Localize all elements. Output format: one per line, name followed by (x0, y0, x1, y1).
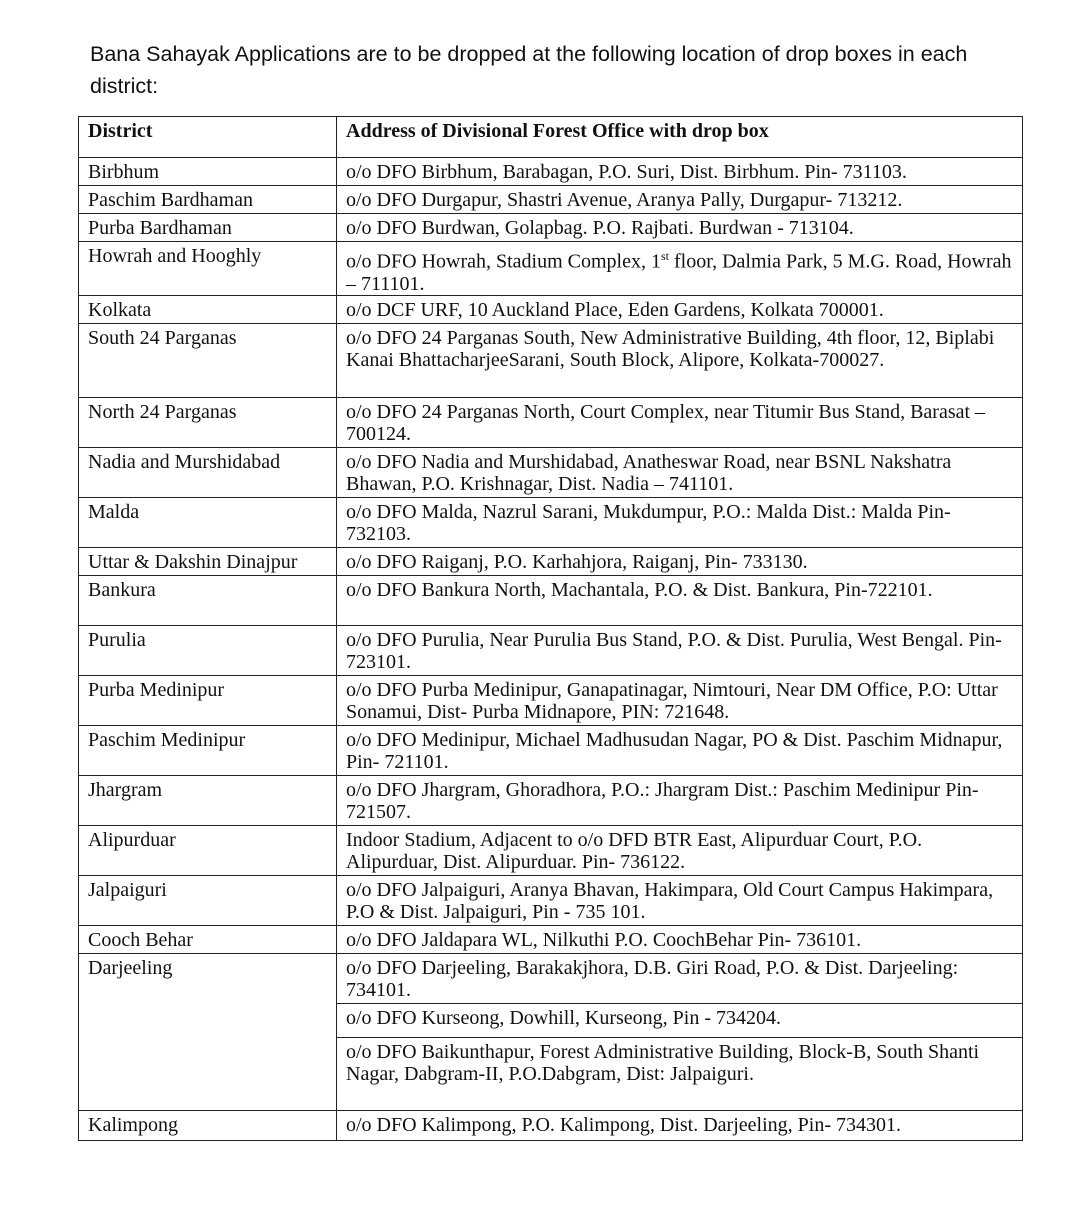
address-cell: o/o DFO Nadia and Murshidabad, Anatheswar Road, near BSNL Nakshatra Bhawan, P.O. Krishnagar, Dist. Nadia – 741101. (337, 447, 1023, 497)
table-row (79, 1037, 1023, 1111)
address-cell: o/o DFO Birbhum, Barabagan, P.O. Suri, Dist. Birbhum. Pin- 731103. (337, 158, 1023, 186)
intro-text: Bana Sahayak Applications are to be dropped at the following location of drop boxes in each district: (90, 42, 968, 98)
district-cell: Purba Medinipur (79, 675, 337, 725)
district-cell: Kalimpong (79, 1111, 337, 1141)
table-row (79, 397, 1023, 447)
table-row (79, 825, 1023, 875)
table-row (79, 186, 1023, 214)
district-cell: Paschim Medinipur (79, 725, 337, 775)
table-row (79, 1111, 1023, 1141)
address-cell: o/o DFO Darjeeling, Barakakjhora, D.B. Giri Road, P.O. & Dist. Darjeeling: 734101. (337, 953, 1023, 1003)
address-cell: o/o DFO Bankura North, Machantala, P.O. & Dist. Bankura, Pin-722101. (337, 575, 1023, 625)
district-cell: Birbhum (79, 158, 337, 186)
table-row (79, 875, 1023, 925)
address-part: floor, Dalmia Park, 5 M.G. Road, Howrah – 711101. (346, 250, 1012, 295)
district-cell-empty (79, 1003, 337, 1037)
superscript: st (661, 249, 670, 263)
district-cell: Howrah and Hooghly (79, 242, 337, 296)
district-cell: Jhargram (79, 775, 337, 825)
table-row (79, 242, 1023, 296)
address-cell: o/o DFO Purulia, Near Purulia Bus Stand, P.O. & Dist. Purulia, West Bengal. Pin- 723101. (337, 625, 1023, 675)
address-cell: o/o DFO Kalimpong, P.O. Kalimpong, Dist. Darjeeling, Pin- 734301. (337, 1111, 1023, 1141)
address-cell: o/o DFO Jalpaiguri, Aranya Bhavan, Hakimpara, Old Court Campus Hakimpara, P.O & Dist. Jalpaiguri, Pin - 735 101. (337, 875, 1023, 925)
district-cell: Uttar & Dakshin Dinajpur (79, 547, 337, 575)
table-row (79, 295, 1023, 323)
district-cell: Jalpaiguri (79, 875, 337, 925)
district-cell: Cooch Behar (79, 925, 337, 953)
address-cell: o/o DFO Kurseong, Dowhill, Kurseong, Pin - 734204. (337, 1003, 1023, 1037)
table-row (79, 625, 1023, 675)
address-cell (337, 242, 1023, 296)
district-cell: Purba Bardhaman (79, 214, 337, 242)
district-cell: South 24 Parganas (79, 323, 337, 397)
address-cell: o/o DFO Jhargram, Ghoradhora, P.O.: Jhargram Dist.: Paschim Medinipur Pin- 721507. (337, 775, 1023, 825)
district-cell: Paschim Bardhaman (79, 186, 337, 214)
header-district: District (79, 117, 337, 158)
address-cell: o/o DFO Burdwan, Golapbag. P.O. Rajbati. Burdwan - 713104. (337, 214, 1023, 242)
district-cell-empty (79, 1037, 337, 1111)
address-cell: o/o DFO Purba Medinipur, Ganapatinagar, Nimtouri, Near DM Office, P.O: Uttar Sonamui, Dist- Purba Midnapore, PIN: 721648. (337, 675, 1023, 725)
table-row (79, 158, 1023, 186)
address-cell: o/o DFO Medinipur, Michael Madhusudan Nagar, PO & Dist. Paschim Midnapur, Pin- 721101. (337, 725, 1023, 775)
district-cell: Darjeeling (79, 953, 337, 1003)
address-cell: o/o DFO Baikunthapur, Forest Administrative Building, Block-B, South Shanti Nagar, Dabgram-II, P.O.Dabgram, Dist: Jalpaiguri. (337, 1037, 1023, 1111)
district-cell: Kolkata (79, 295, 337, 323)
table-header-row (79, 117, 1023, 158)
table-row (79, 214, 1023, 242)
table-row (79, 447, 1023, 497)
table-row (79, 497, 1023, 547)
table-row (79, 775, 1023, 825)
address-cell: o/o DFO 24 Parganas North, Court Complex, near Titumir Bus Stand, Barasat – 700124. (337, 397, 1023, 447)
address-cell: o/o DFO Jaldapara WL, Nilkuthi P.O. CoochBehar Pin- 736101. (337, 925, 1023, 953)
table-row (79, 925, 1023, 953)
district-cell: Bankura (79, 575, 337, 625)
address-part: o/o DFO Howrah, Stadium Complex, 1 (346, 250, 661, 273)
table-row (79, 323, 1023, 397)
table-row (79, 575, 1023, 625)
address-cell: o/o DFO Durgapur, Shastri Avenue, Aranya Pally, Durgapur- 713212. (337, 186, 1023, 214)
table-row (79, 547, 1023, 575)
district-cell: Nadia and Murshidabad (79, 447, 337, 497)
table-row (79, 953, 1023, 1003)
district-cell: Malda (79, 497, 337, 547)
table-row (79, 725, 1023, 775)
address-cell: Indoor Stadium, Adjacent to o/o DFD BTR East, Alipurduar Court, P.O. Alipurduar, Dist. Alipurduar. Pin- 736122. (337, 825, 1023, 875)
address-cell: o/o DCF URF, 10 Auckland Place, Eden Gardens, Kolkata 700001. (337, 295, 1023, 323)
address-cell: o/o DFO Raiganj, P.O. Karhahjora, Raiganj, Pin- 733130. (337, 547, 1023, 575)
district-cell: Alipurduar (79, 825, 337, 875)
table-row (79, 1003, 1023, 1037)
district-cell: Purulia (79, 625, 337, 675)
header-address: Address of Divisional Forest Office with drop box (337, 117, 1023, 158)
address-cell: o/o DFO Malda, Nazrul Sarani, Mukdumpur, P.O.: Malda Dist.: Malda Pin- 732103. (337, 497, 1023, 547)
address-cell: o/o DFO 24 Parganas South, New Administrative Building, 4th floor, 12, Biplabi Kanai BhattacharjeeSarani, South Block, Alipore, Kolkata-700027. (337, 323, 1023, 397)
drop-box-table (78, 116, 1023, 1141)
table-row (79, 675, 1023, 725)
district-cell: North 24 Parganas (79, 397, 337, 447)
